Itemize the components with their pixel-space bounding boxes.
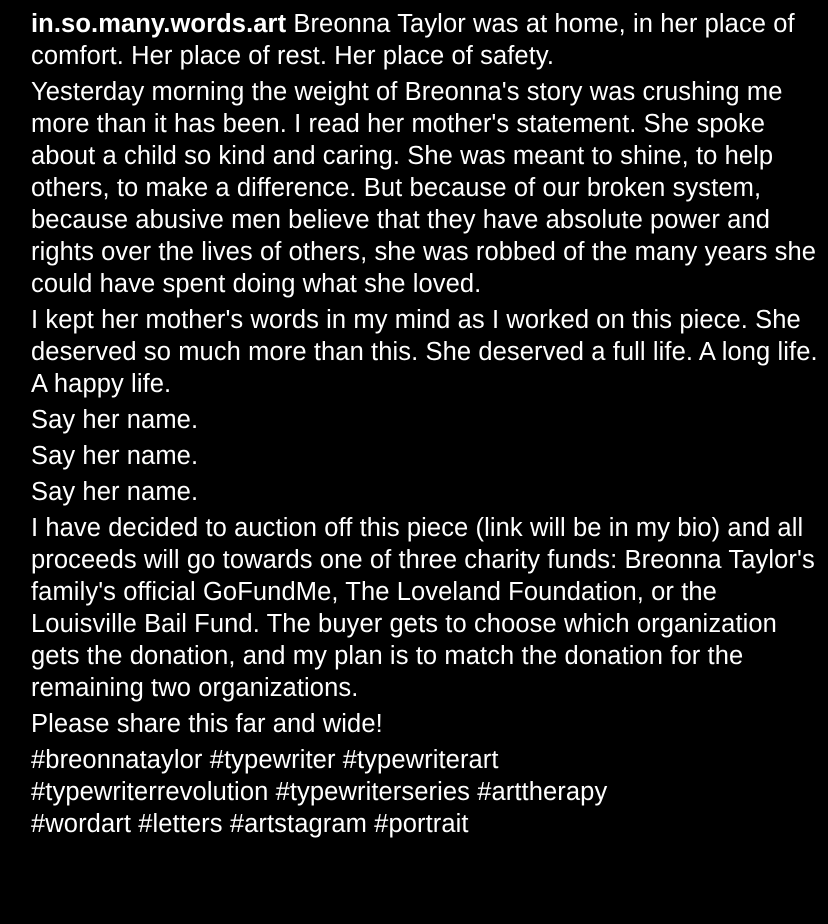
hashtag-link[interactable]: #arttherapy	[477, 778, 608, 806]
caption-say-her-name-1: Say her name.	[31, 406, 199, 434]
hashtag-link[interactable]: #typewriterrevolution	[31, 778, 269, 806]
caption-paragraph-2: Yesterday morning the weight of Breonna's story was crushing me more than it has been. I read her mother's statement. She spoke about a child so kind and caring. She was meant to shine, to help others, to make a difference. But because of our broken system, because abusive men believe that they have absolute power and rights over the lives of others, she was robbed of the many years she could have spent doing what she loved.	[31, 78, 817, 298]
caption-intro	[31, 8, 821, 72]
hashtag-link[interactable]: #wordart	[31, 810, 132, 838]
caption-say-her-name-3: Say her name.	[31, 478, 199, 506]
hashtag-link[interactable]: #typewriterart	[342, 746, 499, 774]
post-caption	[31, 8, 821, 840]
hashtag-link[interactable]: #typewriter	[209, 746, 336, 774]
caption-paragraph-1: Breonna Taylor was at home, in her place of comfort. Her place of rest. Her place of safety.	[31, 10, 795, 70]
hashtag-link[interactable]: #artstagram	[229, 810, 367, 838]
hashtag-link[interactable]: #letters	[138, 810, 223, 838]
caption-paragraph-3: I kept her mother's words in my mind as I worked on this piece. She deserved so much more than this. She deserved a full life. A long life. A happy life.	[31, 306, 818, 398]
caption-paragraph-auction: I have decided to auction off this piece (link will be in my bio) and all proceeds will go towards one of three charity funds: Breonna Taylor's family's official GoFundMe, The Loveland Foundation, or the Louisville Bail Fund. The buyer gets to choose which organization gets the donation, and my plan is to match the donation for the remaining two organizations.	[31, 514, 815, 702]
caption-paragraph-share: Please share this far and wide!	[31, 710, 383, 738]
hashtag-link[interactable]: #typewriterseries	[275, 778, 471, 806]
caption-say-her-name-2: Say her name.	[31, 442, 199, 470]
hashtag-link[interactable]: #portrait	[374, 810, 469, 838]
username-link[interactable]: in.so.many.words.art	[31, 10, 287, 38]
cut-off-text-fragment	[31, 912, 91, 924]
hashtag-list	[31, 744, 821, 840]
hashtag-link[interactable]: #breonnataylor	[31, 746, 203, 774]
